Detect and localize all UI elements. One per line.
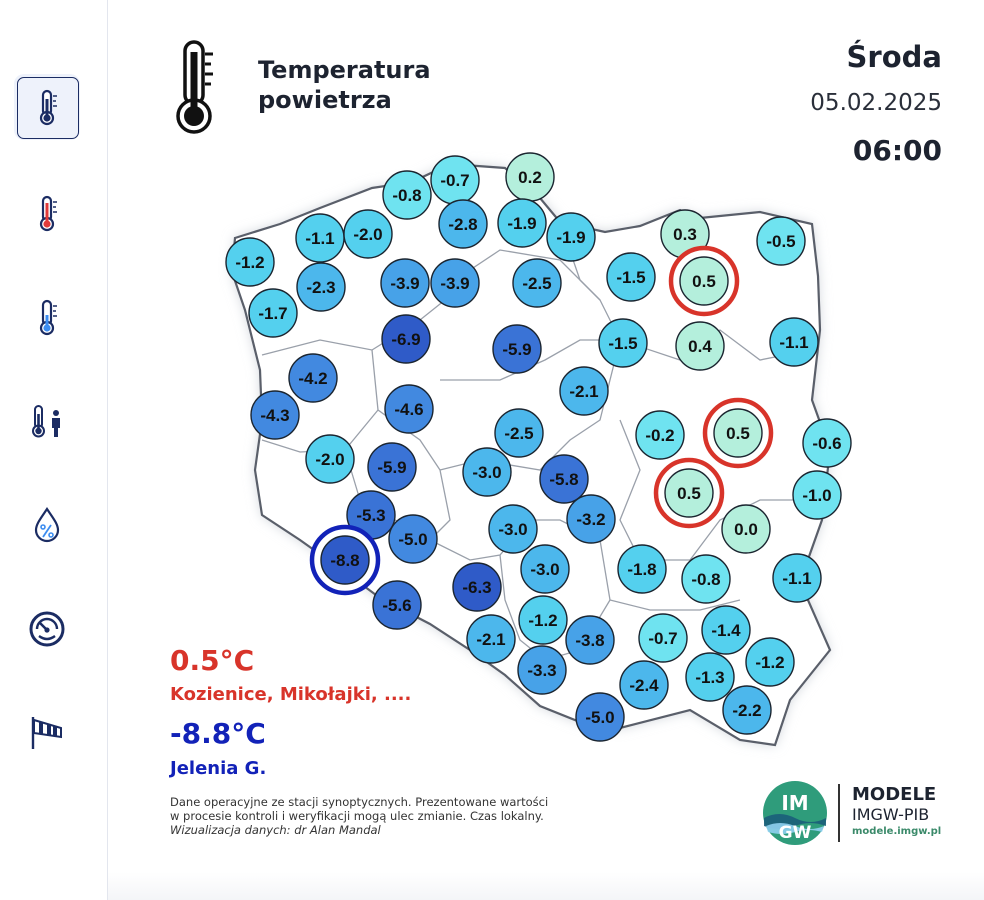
station-marker[interactable] [467,615,515,663]
min-temperature-place: Jelenia G. [170,758,267,779]
station-marker[interactable] [671,248,737,314]
max-temperature-value: 0.5°C [170,644,255,677]
imgw-logo [762,780,828,846]
station-marker[interactable] [381,259,429,307]
station-marker[interactable] [567,495,615,543]
station-value: -3.0 [530,560,560,579]
station-value: -2.3 [306,278,336,297]
station-marker[interactable] [705,400,771,466]
station-marker[interactable] [723,686,771,734]
station-marker[interactable] [773,554,821,602]
station-marker[interactable] [702,606,750,654]
station-value: -1.3 [695,668,725,687]
station-marker[interactable] [676,322,724,370]
station-value: -1.2 [235,253,265,272]
station-value: -4.2 [298,369,328,388]
station-value: -3.9 [390,274,420,293]
station-marker[interactable] [576,693,624,741]
logo-divider [838,784,840,842]
station-marker[interactable] [389,515,437,563]
station-value: -5.3 [356,506,386,525]
station-marker[interactable] [803,419,851,467]
station-value: -0.2 [645,426,675,445]
station-marker[interactable] [513,259,561,307]
logo-title: MODELE [852,784,937,805]
station-value: -5.0 [585,708,615,727]
disclaimer-line-1: Dane operacyjne ze stacji synoptycznych. Prezentowane wartości [170,795,549,809]
title-line-2: powietrza [258,86,392,114]
station-value: -1.5 [616,268,646,287]
station-marker[interactable] [383,171,431,219]
data-disclaimer [170,795,620,837]
station-value: -1.1 [305,229,335,248]
station-value: -1.9 [556,228,586,247]
station-value: -1.4 [711,621,741,640]
station-marker[interactable] [560,367,608,415]
station-value: -1.5 [608,334,638,353]
station-marker[interactable] [306,435,354,483]
station-marker[interactable] [519,596,567,644]
station-value: -3.2 [576,510,606,529]
station-marker[interactable] [547,213,595,261]
station-marker[interactable] [297,263,345,311]
date-label: 05.02.2025 [810,90,942,116]
station-value: -1.2 [755,653,785,672]
station-marker[interactable] [793,471,841,519]
station-value: -2.1 [569,382,599,401]
station-value: -2.5 [504,424,534,443]
station-marker[interactable] [495,409,543,457]
station-value: 0.3 [673,225,697,244]
station-marker[interactable] [682,555,730,603]
station-marker[interactable] [344,210,392,258]
disclaimer-line-2: w procesie kontroli i weryfikacji mogą ulec zmianie. Czas lokalny. [170,809,544,823]
station-marker[interactable] [368,443,416,491]
min-temperature-value: -8.8°C [170,717,266,750]
station-value: -2.8 [448,215,478,234]
station-marker[interactable] [618,545,666,593]
station-value: -2.2 [732,701,762,720]
stations-layer [226,153,851,741]
station-value: -6.9 [391,330,421,349]
time-label: 06:00 [852,134,942,167]
station-marker[interactable] [296,214,344,262]
station-value: -1.7 [258,304,288,323]
station-value: -3.0 [472,463,502,482]
footer-strip [108,872,984,900]
station-value: -5.9 [502,340,532,359]
station-value: -0.5 [766,232,796,251]
station-marker[interactable] [757,217,805,265]
station-marker[interactable] [312,527,378,593]
station-value: -1.2 [528,611,558,630]
station-value: -0.6 [812,434,842,453]
station-value: -4.3 [260,406,290,425]
station-marker[interactable] [226,238,274,286]
station-value: -0.7 [648,629,678,648]
station-value: 0.5 [692,272,716,291]
station-value: -1.8 [627,560,657,579]
station-marker[interactable] [639,614,687,662]
station-marker[interactable] [493,325,541,373]
station-marker[interactable] [722,505,770,553]
logo-subtitle: IMGW-PIB [852,805,930,824]
station-marker[interactable] [431,259,479,307]
station-marker[interactable] [431,156,479,204]
station-marker[interactable] [249,289,297,337]
station-marker[interactable] [373,581,421,629]
station-value: -2.4 [629,676,659,695]
station-marker[interactable] [607,253,655,301]
station-marker[interactable] [518,646,566,694]
station-value: 0.4 [688,337,712,356]
station-value: -5.8 [549,470,579,489]
station-value: -2.5 [522,274,552,293]
station-value: -1.1 [779,333,809,352]
station-marker[interactable] [521,545,569,593]
station-marker[interactable] [439,200,487,248]
station-value: -1.9 [507,214,537,233]
station-marker[interactable] [489,505,537,553]
station-value: -1.1 [782,569,812,588]
station-value: -5.0 [398,530,428,549]
station-marker[interactable] [289,354,337,402]
station-marker[interactable] [506,153,554,201]
station-marker[interactable] [385,385,433,433]
station-marker[interactable] [498,199,546,247]
station-marker[interactable] [453,563,501,611]
station-value: -8.8 [330,551,360,570]
station-value: 0.2 [518,168,542,187]
max-temperature-places: Kozienice, Mikołajki, .... [170,684,412,705]
station-value: 0.5 [677,484,701,503]
station-value: -3.3 [527,661,557,680]
station-marker[interactable] [599,319,647,367]
station-value: -2.0 [315,450,345,469]
visualization-credit: Wizualizacja danych: dr Alan Mandal [170,823,381,837]
station-value: 0.0 [734,520,758,539]
day-label: Środa [846,40,942,74]
logo-mark-bottom: GW [778,823,812,843]
station-marker[interactable] [746,638,794,686]
station-marker[interactable] [382,315,430,363]
station-value: -3.0 [498,520,528,539]
station-marker[interactable] [636,411,684,459]
station-marker[interactable] [540,455,588,503]
station-marker[interactable] [686,653,734,701]
station-marker[interactable] [566,616,614,664]
station-value: -6.3 [462,578,492,597]
logo-mark-top: IM [781,791,809,815]
station-value: -3.8 [575,631,605,650]
station-value: -3.9 [440,274,470,293]
station-value: -5.6 [382,596,412,615]
station-value: -0.7 [440,171,470,190]
station-marker[interactable] [656,460,722,526]
station-marker[interactable] [463,448,511,496]
station-value: -4.6 [394,400,424,419]
station-marker[interactable] [251,391,299,439]
station-value: -0.8 [392,186,422,205]
station-marker[interactable] [770,318,818,366]
station-marker[interactable] [620,661,668,709]
logo-url[interactable]: modele.imgw.pl [852,826,942,837]
title-line-1: Temperatura [258,56,431,84]
station-value: -2.0 [353,225,383,244]
station-value: -2.1 [476,630,506,649]
station-value: 0.5 [726,424,750,443]
station-value: -0.8 [691,570,721,589]
station-value: -5.9 [377,458,407,477]
station-value: -1.0 [802,486,832,505]
